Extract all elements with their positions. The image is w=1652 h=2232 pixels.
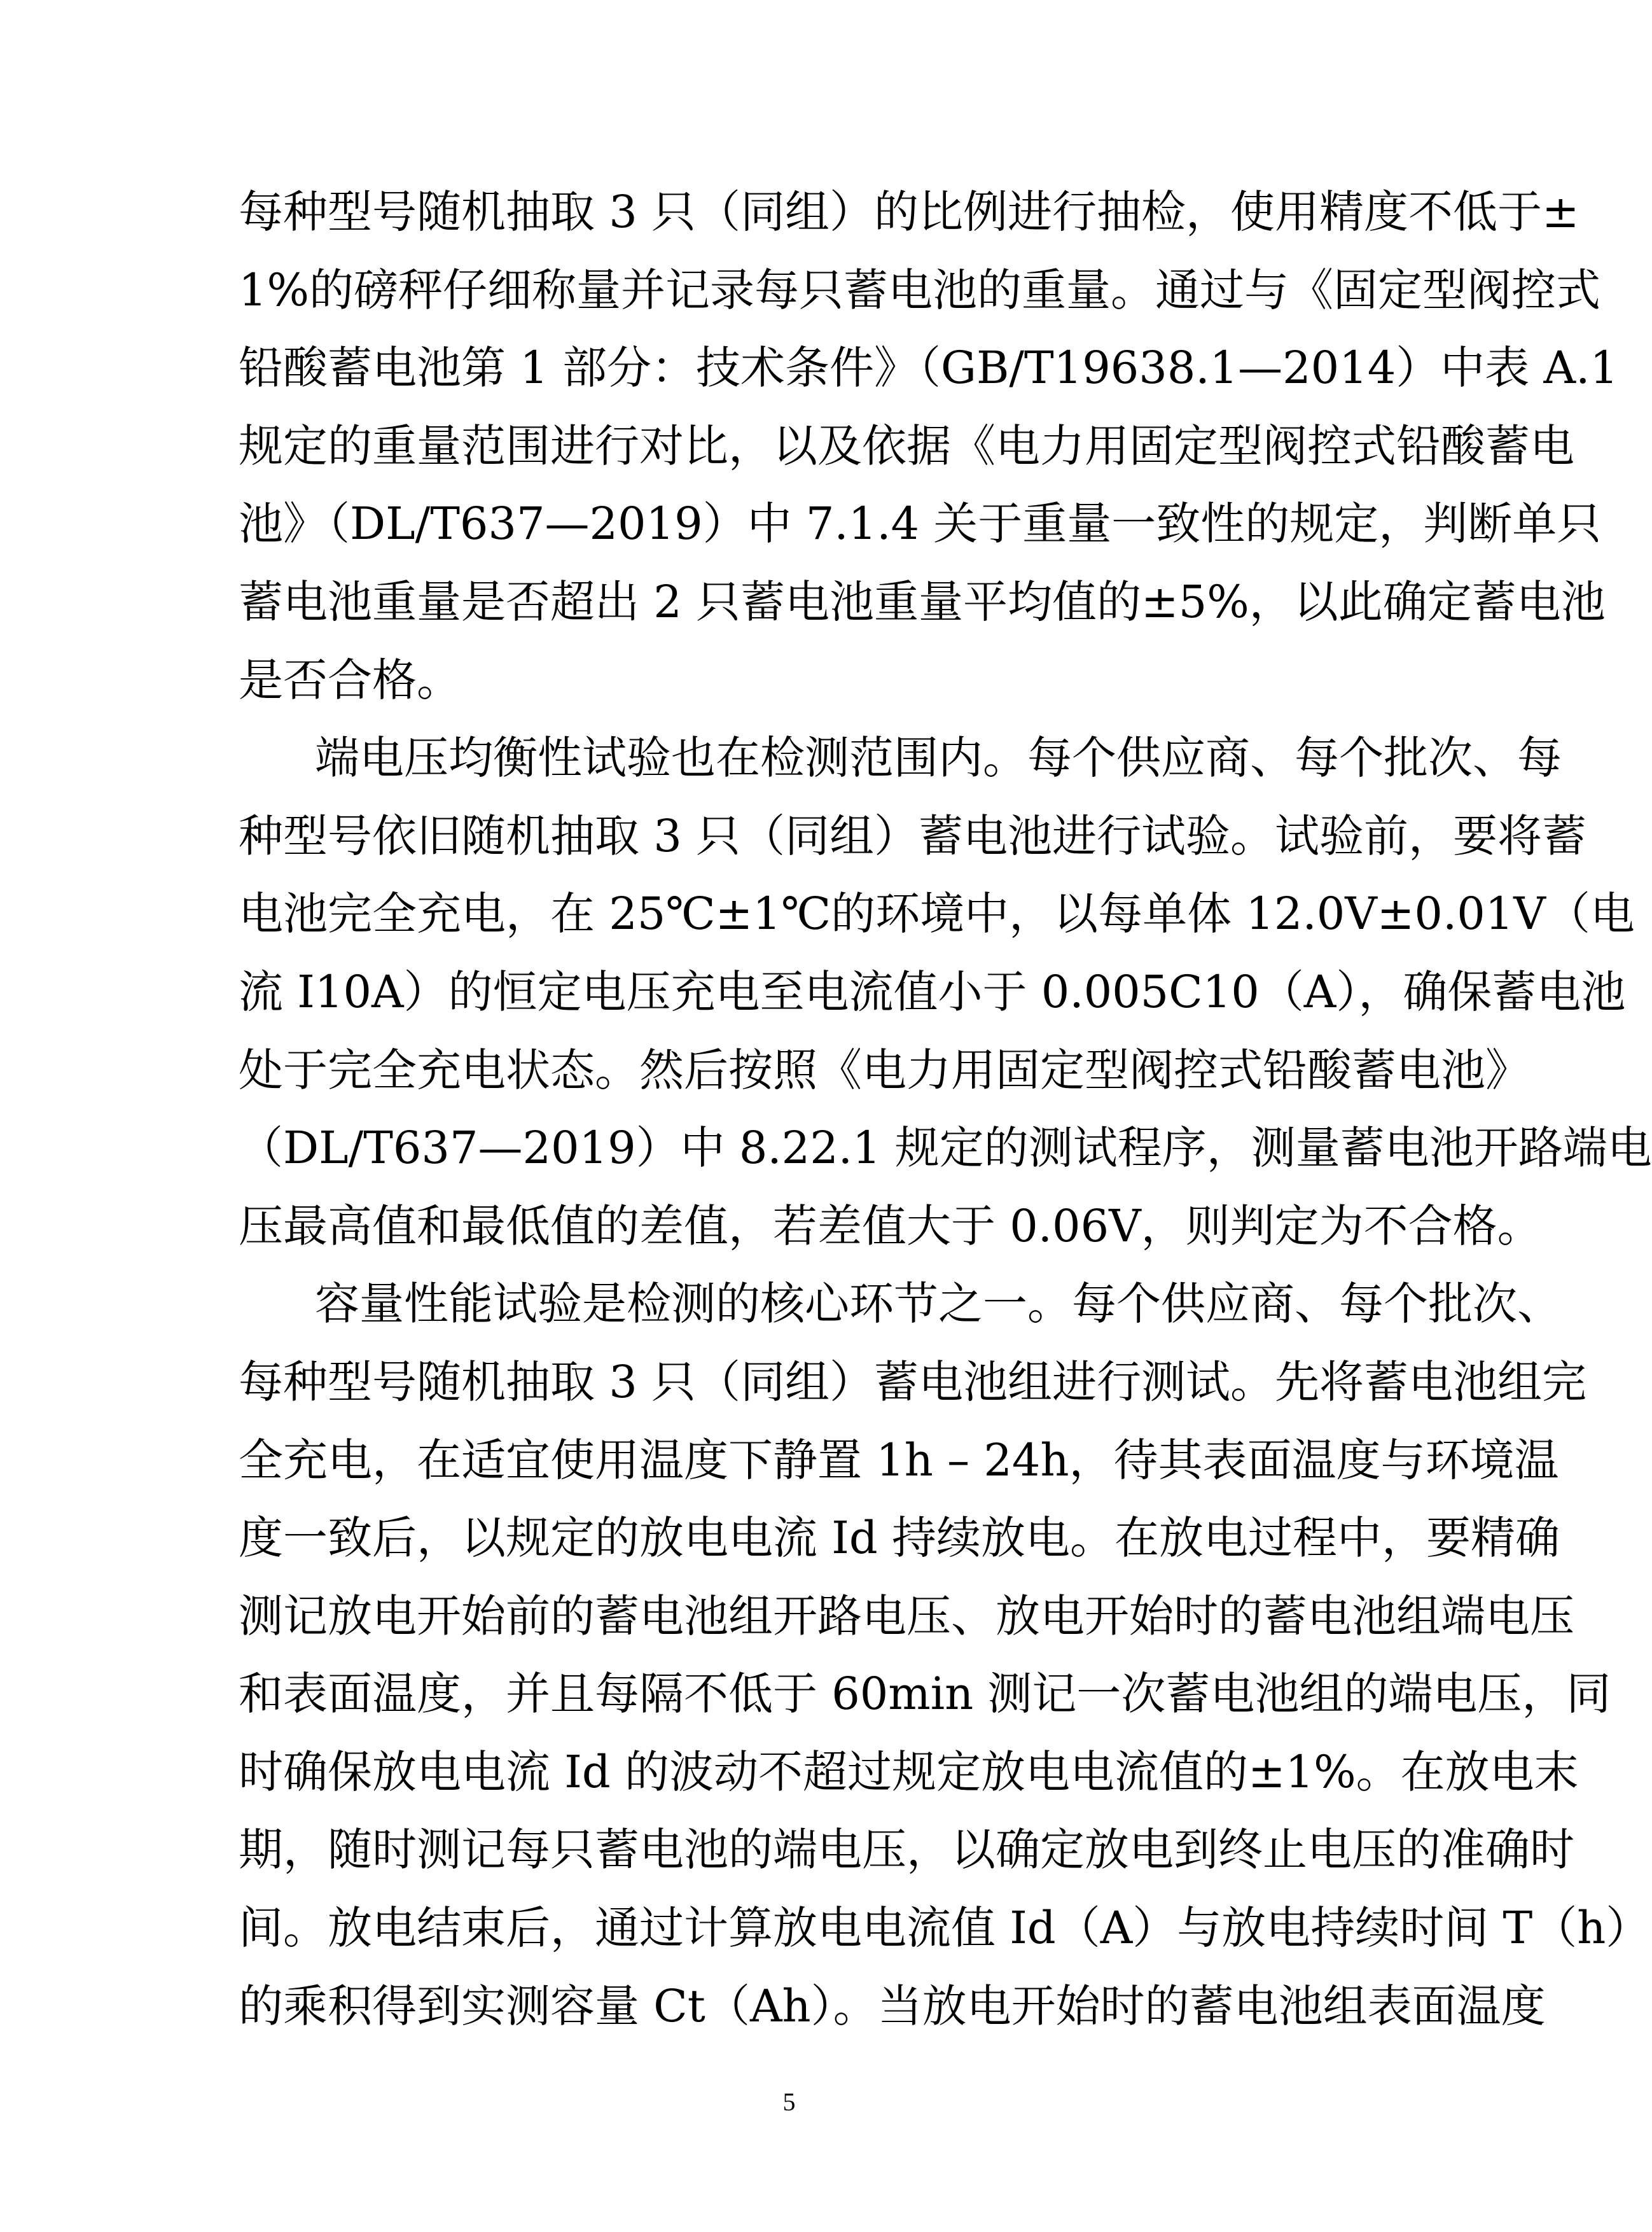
text-line: 时确保放电电流 Id 的波动不超过规定放电电流值的±1%。在放电末 [239,1745,1579,1798]
paragraph [239,1265,1651,2045]
text-line: 每种型号随机抽取 3 只（同组）蓄电池组进行测试。先将蓄电池组完 [239,1355,1587,1408]
text-line: 1%的磅秤仔细称量并记录每只蓄电池的重量。通过与《固定型阀控式 [239,263,1601,316]
text-line: 压最高值和最低值的差值，若差值大于 0.06V，则判定为不合格。 [239,1199,1542,1252]
text-line: 每种型号随机抽取 3 只（同组）的比例进行抽检，使用精度不低于± [239,186,1579,238]
paragraph [239,719,1652,1265]
text-line: 和表面温度，并且每隔不低于 60min 测记一次蓄电池组的端电压，同 [239,1668,1611,1720]
text-line: 测记放电开始前的蓄电池组开路电压、放电开始时的蓄电池组端电压 [239,1589,1574,1642]
text-line: 处于完全充电状态。然后按照《电力用固定型阀控式铅酸蓄电池》 [239,1043,1530,1096]
text-line: （DL/T637—2019）中 8.22.1 规定的测试程序，测量蓄电池开路端电 [239,1122,1652,1175]
text-line: 池》（DL/T637—2019）中 7.1.4 关于重量一致性的规定，判断单只 [239,498,1602,550]
text-line: 铅酸蓄电池第 1 部分：技术条件》（GB/T19638.1—2014）中表 A.1 [239,342,1618,394]
page-number: 5 [782,2088,796,2116]
text-line: 期，随时测记每只蓄电池的端电压，以确定放电到终止电压的准确时 [239,1824,1574,1876]
text-line: 规定的重量范围进行对比，以及依据《电力用固定型阀控式铅酸蓄电 [239,419,1574,472]
text-line: 全充电，在适宜使用温度下静置 1h – 24h，待其表面温度与环境温 [239,1433,1559,1486]
text-line: 电池完全充电，在 25℃±1℃的环境中，以每单体 12.0V±0.01V（电 [239,888,1635,940]
text-line: 端电压均衡性试验也在检测范围内。每个供应商、每个批次、每 [315,732,1562,785]
text-line: 容量性能试验是检测的核心环节之一。每个供应商、每个批次、 [315,1278,1562,1330]
paragraph [239,173,1618,719]
text-line: 蓄电池重量是否超出 2 只蓄电池重量平均值的±5%，以此确定蓄电池 [239,575,1606,628]
text-line: 种型号依旧随机抽取 3 只（同组）蓄电池进行试验。试验前，要将蓄 [239,809,1587,862]
text-line: 流 I10A）的恒定电压充电至电流值小于 0.005C10（A），确保蓄电池 [239,965,1626,1018]
text-line: 是否合格。 [239,653,461,706]
body-text [239,173,1652,2045]
text-line: 间。放电结束后，通过计算放电电流值 Id（A）与放电持续时间 T（h） [239,1902,1651,1955]
text-line: 度一致后，以规定的放电电流 Id 持续放电。在放电过程中，要精确 [239,1512,1560,1565]
text-line: 的乘积得到实测容量 Ct（Ah）。当放电开始时的蓄电池组表面温度 [239,1979,1546,2032]
